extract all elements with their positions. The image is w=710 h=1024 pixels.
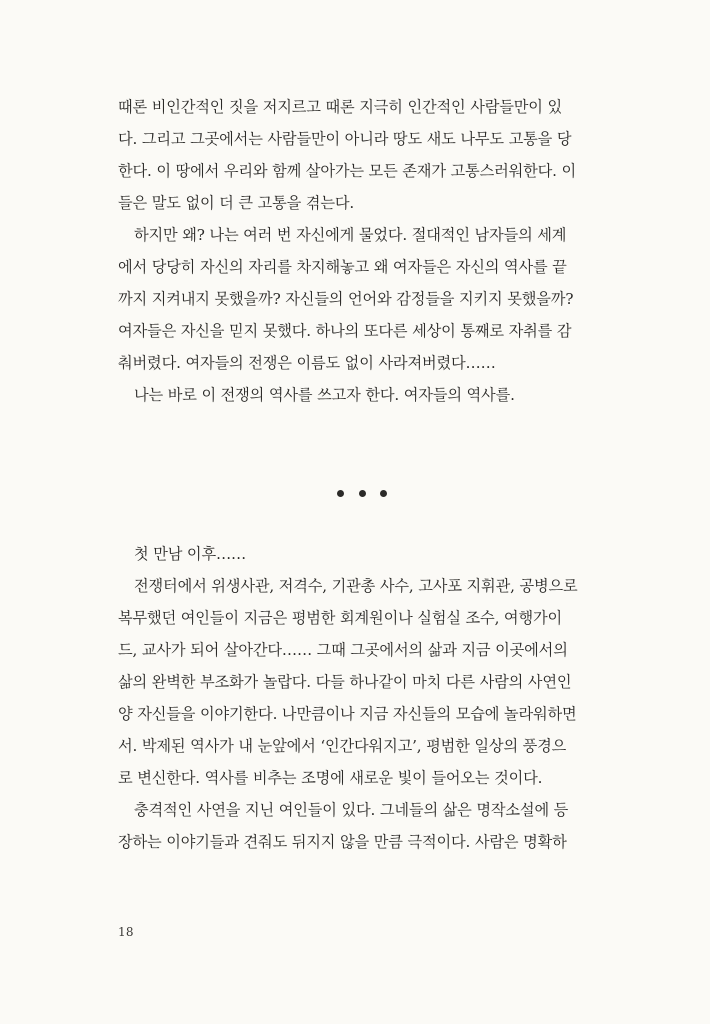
text-line: 로 변신한다. 역사를 비추는 조명에 새로운 빛이 들어오는 것이다. (118, 769, 543, 787)
paragraph-start-line: 첫 만남 이후…… (134, 545, 247, 563)
text-block-lower (118, 538, 612, 858)
text-line: 양 자신들을 이야기한다. 나만큼이나 지금 자신들의 모습에 놀라워하면 (118, 705, 577, 723)
text-line: 까지 지켜내지 못했을까? 자신들의 언어와 감정들을 지키지 못했을까? (118, 290, 574, 308)
text-line: 한다. 이 땅에서 우리와 함께 살아가는 모든 존재가 고통스러워한다. 이 (118, 162, 577, 180)
text-block-upper (118, 91, 612, 411)
separator-dot (337, 490, 344, 497)
text-line: 들은 말도 없이 더 큰 고통을 겪는다. (118, 194, 355, 212)
text-line: 드, 교사가 되어 살아간다…… 그때 그곳에서의 삶과 지금 이곳에서의 (118, 641, 568, 659)
text-line: 다. 그리고 그곳에서는 사람들만이 아니라 땅도 새도 나무도 고통을 당 (118, 130, 572, 148)
text-line: 에서 당당히 자신의 자리를 차지해놓고 왜 여자들은 자신의 역사를 끝 (118, 258, 567, 276)
separator-dot (380, 490, 387, 497)
page-number: 18 (118, 925, 134, 939)
paragraph-start-line: 나는 바로 이 전쟁의 역사를 쓰고자 한다. 여자들의 역사를. (134, 386, 515, 404)
separator-dot (359, 490, 366, 497)
paragraph-start-line: 전쟁터에서 위생사관, 저격수, 기관총 사수, 고사포 지휘관, 공병으로 (134, 577, 578, 595)
paragraph-start-line: 하지만 왜? 나는 여러 번 자신에게 물었다. 절대적인 남자들의 세계 (134, 226, 567, 244)
text-line: 춰버렸다. 여자들의 전쟁은 이름도 없이 사라져버렸다…… (118, 354, 496, 372)
section-separator (337, 486, 387, 500)
paragraph-start-line: 충격적인 사연을 지닌 여인들이 있다. 그네들의 삶은 명작소설에 등 (134, 801, 569, 819)
text-line: 장하는 이야기들과 견줘도 뒤지지 않을 만큼 극적이다. 사람은 명확하 (118, 833, 567, 851)
text-line: 삶의 완벽한 부조화가 놀랍다. 다들 하나같이 마치 다른 사람의 사연인 (118, 673, 572, 691)
text-line: 복무했던 여인들이 지금은 평범한 회계원이나 실험실 조수, 여행가이 (118, 609, 563, 627)
text-line: 서. 박제된 역사가 내 눈앞에서 ‘인간다워지고’, 평범한 일상의 풍경으 (118, 737, 567, 755)
text-line: 여자들은 자신을 믿지 못했다. 하나의 또다른 세상이 통째로 자취를 감 (118, 322, 572, 340)
text-line: 때론 비인간적인 짓을 저지르고 때론 지극히 인간적인 사람들만이 있 (118, 98, 563, 116)
